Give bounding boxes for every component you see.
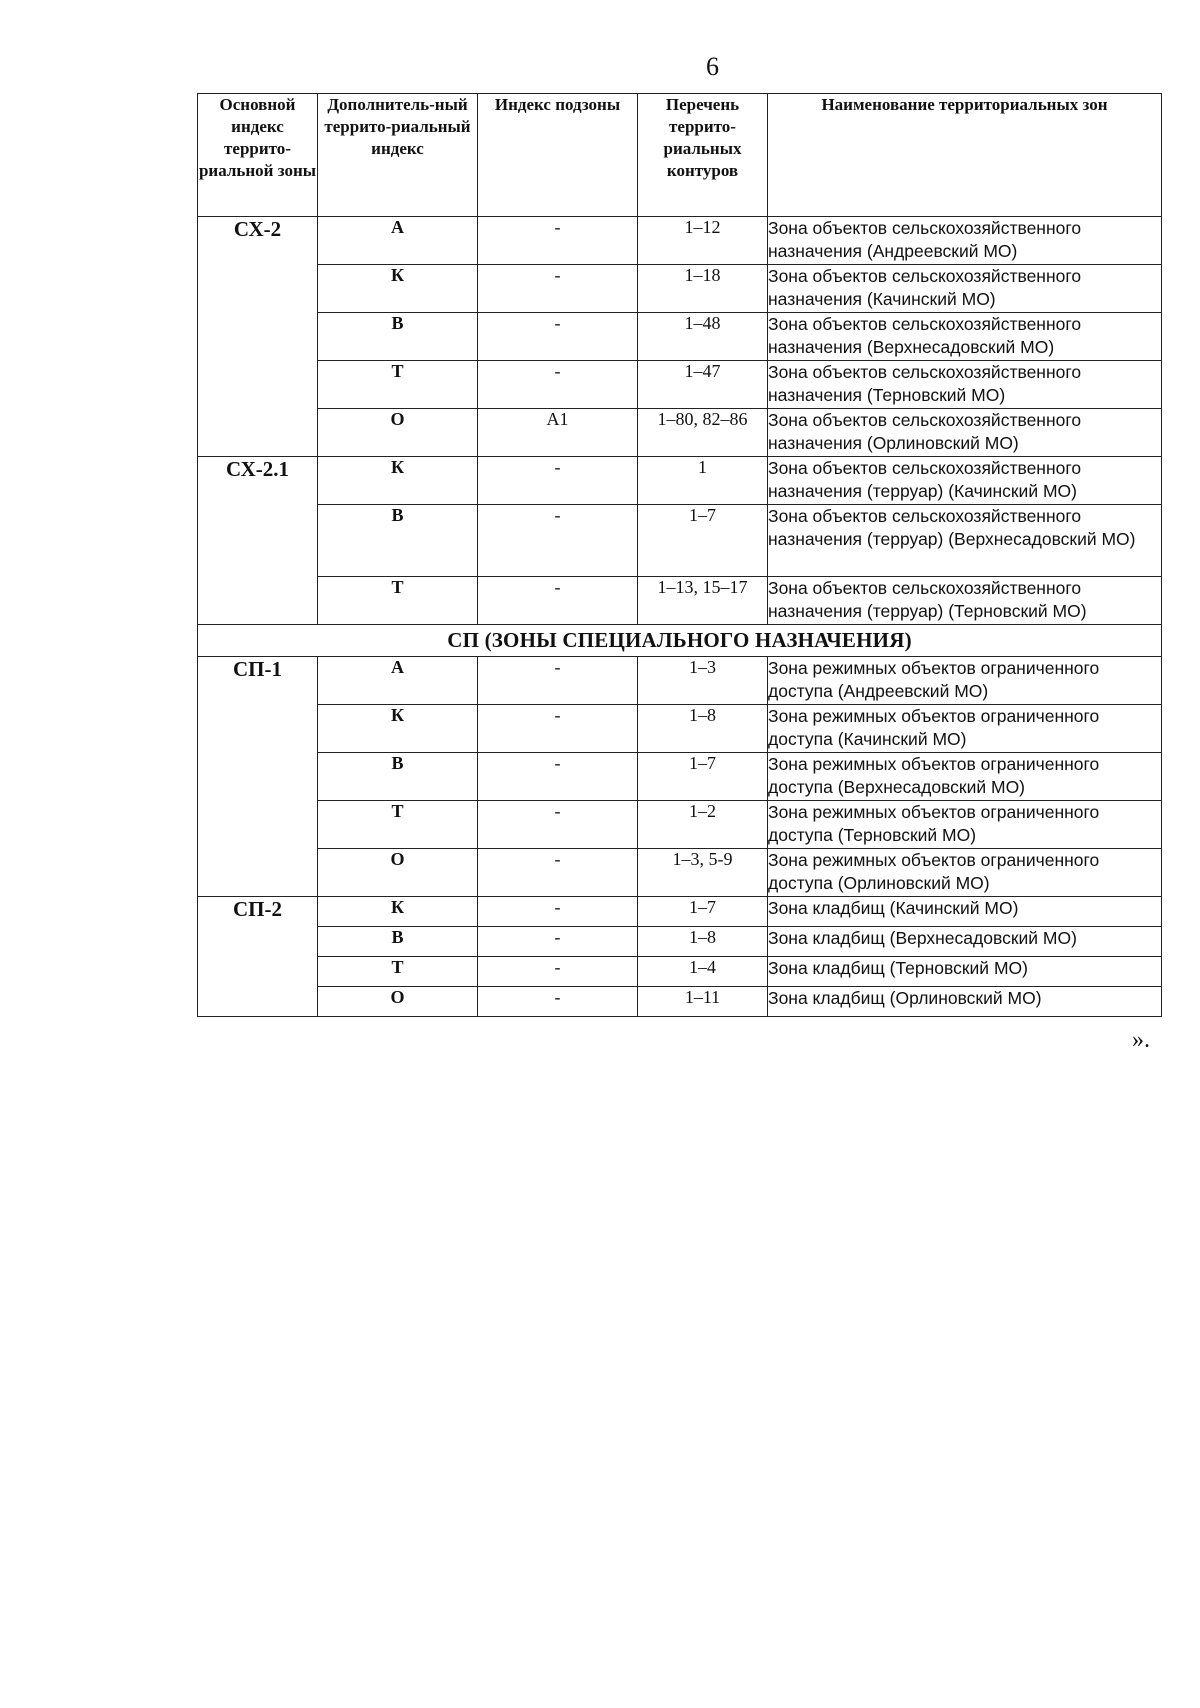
subzone-index-cell: А1 xyxy=(478,409,638,457)
zone-name-cell: Зона кладбищ (Орлиновский МО) xyxy=(768,987,1162,1017)
contours-cell: 1–7 xyxy=(638,505,768,577)
section-row xyxy=(198,625,1162,657)
contours-cell: 1–8 xyxy=(638,705,768,753)
subzone-index-cell: - xyxy=(478,897,638,927)
table-row xyxy=(198,849,1162,897)
contours-cell: 1–48 xyxy=(638,313,768,361)
subzone-index-cell: - xyxy=(478,657,638,705)
table-row xyxy=(198,957,1162,987)
table-row xyxy=(198,313,1162,361)
additional-index-cell: Т xyxy=(318,361,478,409)
contours-cell: 1–13, 15–17 xyxy=(638,577,768,625)
additional-index-cell: А xyxy=(318,657,478,705)
additional-index-cell: В xyxy=(318,927,478,957)
table-row xyxy=(198,801,1162,849)
contours-cell: 1 xyxy=(638,457,768,505)
contours-cell: 1–80, 82–86 xyxy=(638,409,768,457)
main-index-cell: СП-1 xyxy=(198,657,318,897)
table-row xyxy=(198,987,1162,1017)
section-title: СП (ЗОНЫ СПЕЦИАЛЬНОГО НАЗНАЧЕНИЯ) xyxy=(198,625,1162,657)
contours-cell: 1–3 xyxy=(638,657,768,705)
table-row xyxy=(198,505,1162,577)
territorial-zones-table xyxy=(197,93,1162,1017)
additional-index-cell: К xyxy=(318,265,478,313)
table-row xyxy=(198,927,1162,957)
additional-index-cell: К xyxy=(318,897,478,927)
zone-name-cell: Зона объектов сельскохозяйственного назначения (Терновский МО) xyxy=(768,361,1162,409)
contours-cell: 1–47 xyxy=(638,361,768,409)
subzone-index-cell: - xyxy=(478,849,638,897)
header-additional-index: Дополнитель-ный террито-риальный индекс xyxy=(318,94,478,217)
contours-cell: 1–18 xyxy=(638,265,768,313)
zone-name-cell: Зона объектов сельскохозяйственного назначения (Андреевский МО) xyxy=(768,217,1162,265)
zone-name-cell: Зона режимных объектов ограниченного доступа (Андреевский МО) xyxy=(768,657,1162,705)
subzone-index-cell: - xyxy=(478,217,638,265)
table-row xyxy=(198,457,1162,505)
additional-index-cell: В xyxy=(318,505,478,577)
contours-cell: 1–2 xyxy=(638,801,768,849)
contours-cell: 1–7 xyxy=(638,753,768,801)
subzone-index-cell: - xyxy=(478,361,638,409)
additional-index-cell: В xyxy=(318,753,478,801)
additional-index-cell: О xyxy=(318,409,478,457)
zone-name-cell: Зона кладбищ (Терновский МО) xyxy=(768,957,1162,987)
contours-cell: 1–4 xyxy=(638,957,768,987)
table-header-row xyxy=(198,94,1162,217)
main-index-cell: СХ-2.1 xyxy=(198,457,318,625)
contours-cell: 1–11 xyxy=(638,987,768,1017)
zone-name-cell: Зона кладбищ (Качинский МО) xyxy=(768,897,1162,927)
subzone-index-cell: - xyxy=(478,927,638,957)
zone-name-cell: Зона объектов сельскохозяйственного назначения (терруар) (Верхнесадовский МО) xyxy=(768,505,1162,577)
header-contours-list: Перечень террито-риальных контуров xyxy=(638,94,768,217)
header-main-index: Основной индекс террито-риальной зоны xyxy=(198,94,318,217)
page-number: 6 xyxy=(706,52,719,81)
zone-name-cell: Зона кладбищ (Верхнесадовский МО) xyxy=(768,927,1162,957)
additional-index-cell: К xyxy=(318,705,478,753)
subzone-index-cell: - xyxy=(478,957,638,987)
header-subzone-index: Индекс подзоны xyxy=(478,94,638,217)
zone-name-cell: Зона объектов сельскохозяйственного назначения (терруар) (Качинский МО) xyxy=(768,457,1162,505)
zone-name-cell: Зона режимных объектов ограниченного доступа (Орлиновский МО) xyxy=(768,849,1162,897)
table-row xyxy=(198,657,1162,705)
table-row xyxy=(198,409,1162,457)
table-row xyxy=(198,753,1162,801)
main-index-cell: СП-2 xyxy=(198,897,318,1017)
subzone-index-cell: - xyxy=(478,505,638,577)
additional-index-cell: А xyxy=(318,217,478,265)
table-row xyxy=(198,217,1162,265)
contours-cell: 1–8 xyxy=(638,927,768,957)
contours-cell: 1–3, 5-9 xyxy=(638,849,768,897)
subzone-index-cell: - xyxy=(478,457,638,505)
zone-name-cell: Зона режимных объектов ограниченного доступа (Терновский МО) xyxy=(768,801,1162,849)
subzone-index-cell: - xyxy=(478,987,638,1017)
zone-name-cell: Зона объектов сельскохозяйственного назначения (Качинский МО) xyxy=(768,265,1162,313)
contours-cell: 1–7 xyxy=(638,897,768,927)
table-row xyxy=(198,897,1162,927)
subzone-index-cell: - xyxy=(478,577,638,625)
subzone-index-cell: - xyxy=(478,705,638,753)
table-row xyxy=(198,577,1162,625)
additional-index-cell: О xyxy=(318,849,478,897)
subzone-index-cell: - xyxy=(478,753,638,801)
subzone-index-cell: - xyxy=(478,801,638,849)
subzone-index-cell: - xyxy=(478,265,638,313)
main-index-cell: СХ-2 xyxy=(198,217,318,457)
table-row xyxy=(198,265,1162,313)
table-row xyxy=(198,361,1162,409)
subzone-index-cell: - xyxy=(478,313,638,361)
table-row xyxy=(198,705,1162,753)
zone-name-cell: Зона режимных объектов ограниченного доступа (Верхнесадовский МО) xyxy=(768,753,1162,801)
additional-index-cell: Т xyxy=(318,801,478,849)
additional-index-cell: Т xyxy=(318,577,478,625)
additional-index-cell: К xyxy=(318,457,478,505)
additional-index-cell: Т xyxy=(318,957,478,987)
additional-index-cell: О xyxy=(318,987,478,1017)
zone-name-cell: Зона объектов сельскохозяйственного назначения (Верхнесадовский МО) xyxy=(768,313,1162,361)
zone-name-cell: Зона режимных объектов ограниченного доступа (Качинский МО) xyxy=(768,705,1162,753)
zone-name-cell: Зона объектов сельскохозяйственного назначения (Орлиновский МО) xyxy=(768,409,1162,457)
zone-name-cell: Зона объектов сельскохозяйственного назначения (терруар) (Терновский МО) xyxy=(768,577,1162,625)
header-zone-name: Наименование территориальных зон xyxy=(768,94,1162,217)
additional-index-cell: В xyxy=(318,313,478,361)
contours-cell: 1–12 xyxy=(638,217,768,265)
closing-quote: ». xyxy=(1132,1027,1150,1053)
